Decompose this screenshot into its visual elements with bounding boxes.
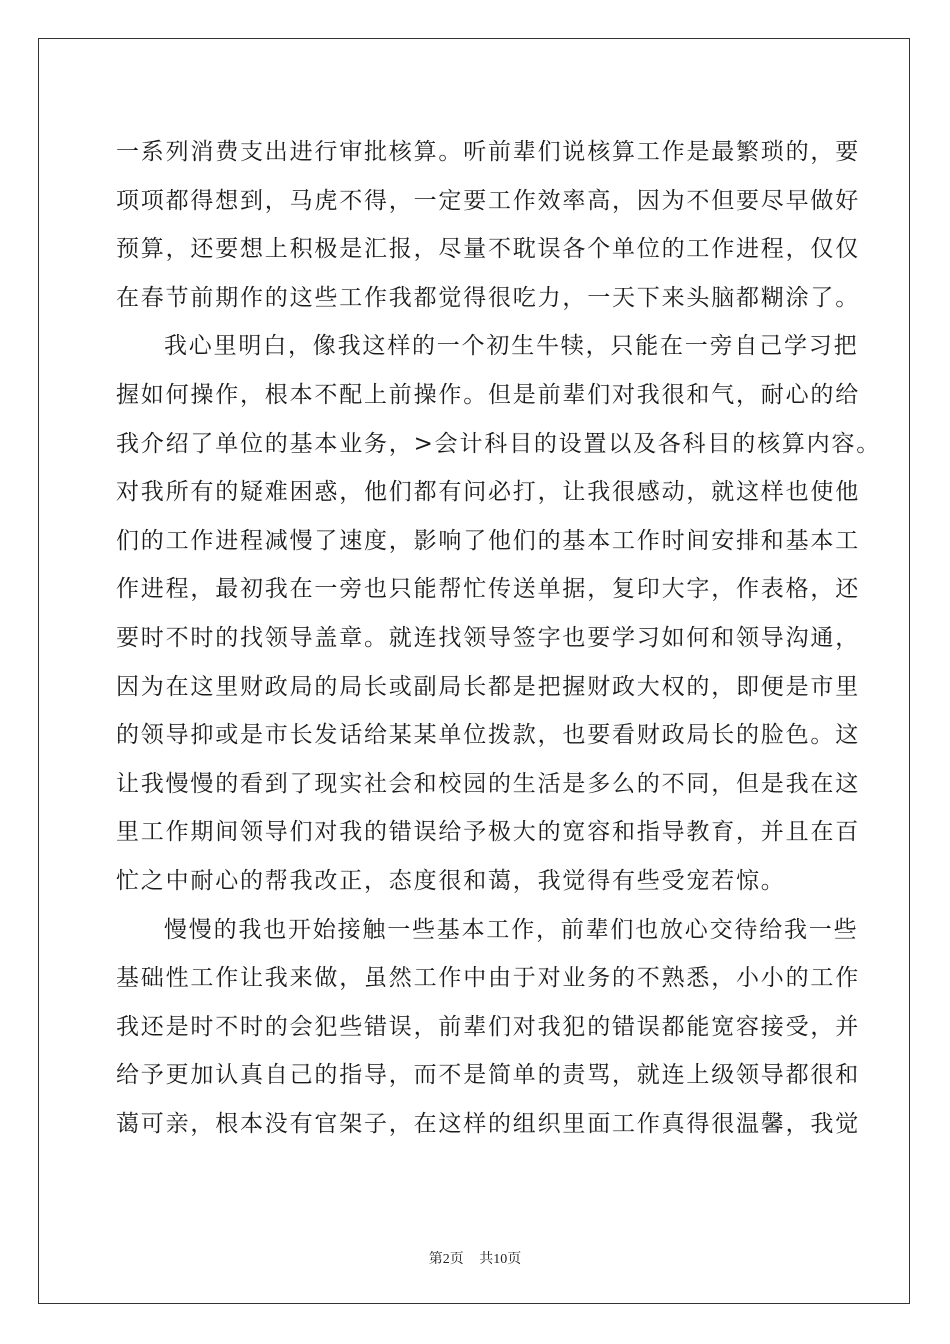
- text-line: 预算，还要想上积极是汇报，尽量不耽误各个单位的工作进程，仅仅: [116, 236, 860, 263]
- text-line: 蔼可亲，根本没有官架子，在这样的组织里面工作真得很温馨，我觉: [116, 1110, 860, 1137]
- text-line: 我还是时不时的会犯些错误，前辈们对我犯的错误都能宽容接受，并: [116, 1013, 860, 1040]
- text-line: 在春节前期作的这些工作我都觉得很吃力，一天下来头脑都糊涂了。: [116, 284, 860, 311]
- text-line: 要时不时的找领导盖章。就连找领导签字也要学习如何和领导沟通，: [116, 624, 860, 651]
- text-line: 里工作期间领导们对我的错误给予极大的宽容和指导教育，并且在百: [116, 819, 860, 846]
- text-line: 作进程，最初我在一旁也只能帮忙传送单据，复印大字，作表格，还: [116, 576, 860, 603]
- document-body: [116, 128, 882, 1148]
- text-line: 握如何操作，根本不配上前操作。但是前辈们对我很和气，耐心的给: [116, 381, 860, 408]
- text-line: 们的工作进程减慢了速度，影响了他们的基本工作时间安排和基本工: [116, 527, 860, 554]
- text-line: 因为在这里财政局的局长或副局长都是把握财政大权的，即便是市里: [116, 673, 860, 700]
- paragraph-start-line: 我心里明白，像我这样的一个初生牛犊，只能在一旁自己学习把: [164, 333, 859, 360]
- text-line: 我介绍了单位的基本业务，>会计科目的设置以及各科目的核算内容。: [116, 430, 882, 457]
- paragraph-start-line: 慢慢的我也开始接触一些基本工作，前辈们也放心交待给我一些: [164, 916, 859, 943]
- text-line: 对我所有的疑难困惑，他们都有问必打，让我很感动，就这样也使他: [116, 479, 860, 506]
- text-line: 给予更加认真自己的指导，而不是简单的责骂，就连上级领导都很和: [116, 1062, 860, 1089]
- page-number: 第2页: [428, 1252, 464, 1267]
- page-total: 共10页: [479, 1252, 522, 1267]
- page-footer: [0, 1248, 950, 1268]
- text-line: 一系列消费支出进行审批核算。听前辈们说核算工作是最繁琐的，要: [116, 139, 860, 165]
- text-line: 忙之中耐心的帮我改正，态度很和蔼，我觉得有些受宠若惊。: [116, 867, 786, 894]
- text-line: 让我慢慢的看到了现实社会和校园的生活是多么的不同，但是我在这: [116, 770, 860, 797]
- text-line: 基础性工作让我来做，虽然工作中由于对业务的不熟悉，小小的工作: [116, 965, 860, 992]
- text-line: 项项都得想到，马虎不得，一定要工作效率高，因为不但要尽早做好: [116, 187, 860, 214]
- text-line: 的领导抑或是市长发话给某某单位拨款，也要看财政局长的脸色。这: [116, 722, 860, 749]
